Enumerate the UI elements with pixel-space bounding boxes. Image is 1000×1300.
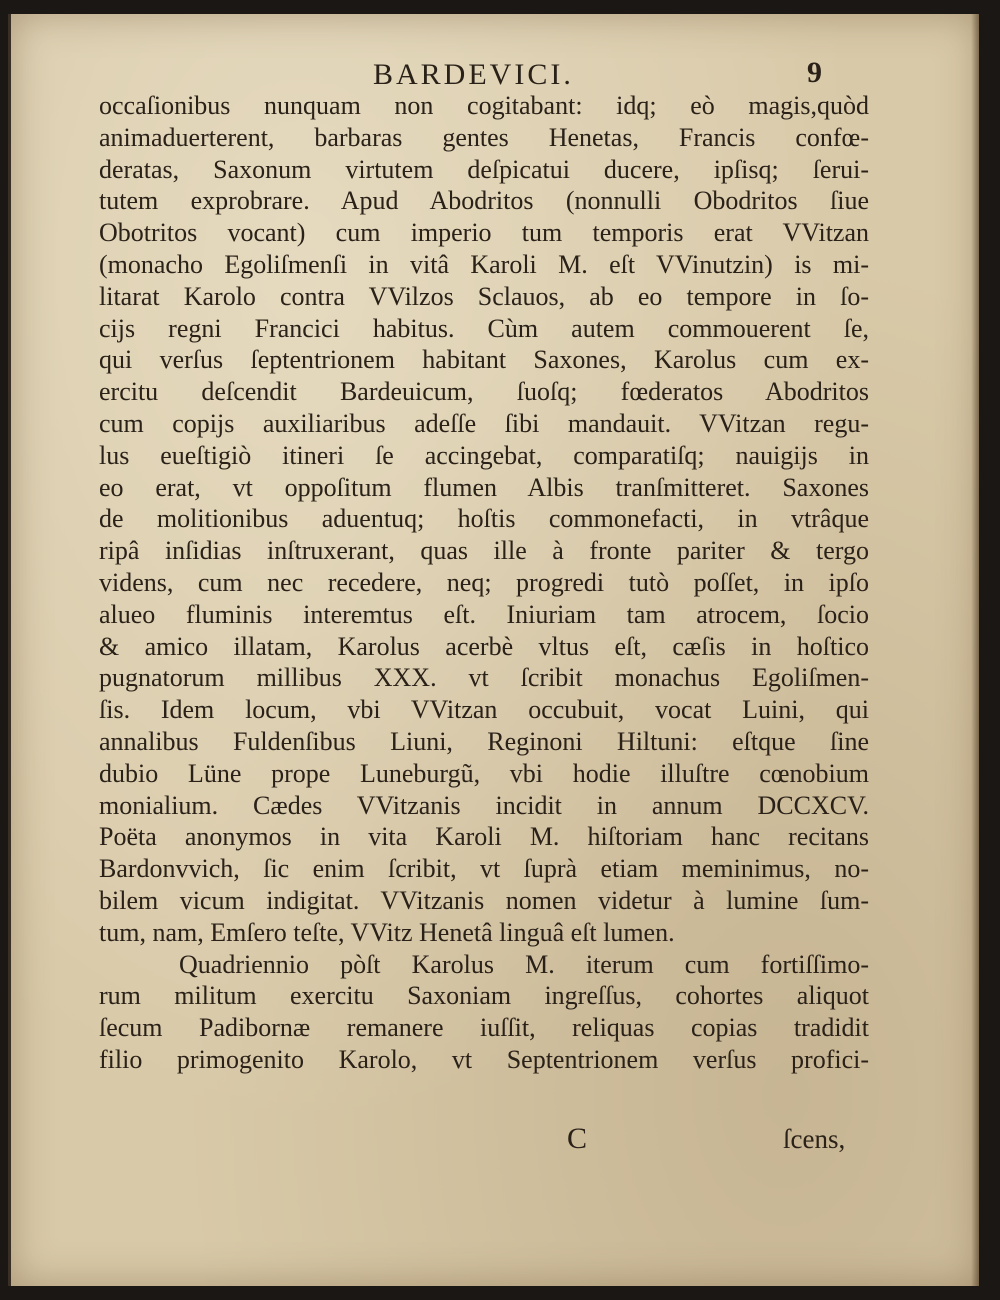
body-text	[99, 90, 869, 1076]
text-line: dubio Lüne prope Luneburgũ, vbi hodie illuſtre cœnobium	[99, 758, 869, 788]
text-line: cum copijs auxiliaribus adeſſe ſibi mandauit. VVitzan regu-	[99, 408, 869, 438]
book-page	[8, 14, 979, 1286]
running-head: BARDEVICI.	[373, 58, 574, 91]
text-line: (monacho Egoliſmenſi in vitâ Karoli M. eſt VVinutzin) is mi-	[99, 249, 869, 279]
signature-mark: C	[567, 1122, 588, 1155]
text-line: ſis. Idem locum, vbi VVitzan occubuit, vocat Luini, qui	[99, 695, 869, 725]
text-line: deratas, Saxonum virtutem deſpicatui ducere, ipſisq; ſerui-	[99, 154, 869, 184]
text-line: occaſionibus nunquam non cogitabant: idq; eò magis,quòd	[99, 91, 869, 120]
text-line: ſecum Padibornæ remanere iuſſit, reliquas copias tradidit	[99, 1013, 869, 1043]
text-line: litarat Karolo contra VVilzos Sclauos, ab eo tempore in ſo-	[99, 281, 869, 311]
text-line: rum militum exercitu Saxoniam ingreſſus, cohortes aliquot	[99, 981, 869, 1011]
text-line: filio primogenito Karolo, vt Septentrionem verſus profici-	[99, 1044, 869, 1074]
text-line: Obotritos vocant) cum imperio tum temporis erat VVitzan	[99, 218, 869, 248]
page-footer	[11, 1122, 979, 1162]
catchword: ſcens,	[783, 1124, 846, 1154]
text-line: cijs regni Francici habitus. Cùm autem commouerent ſe,	[99, 313, 869, 343]
text-line: ercitu deſcendit Bardeuicum, ſuoſq; fœderatos Abodritos	[99, 377, 869, 407]
text-line: annalibus Fuldenſibus Liuni, Reginoni Hiltuni: eſtque ſine	[99, 726, 869, 756]
text-line: Bardonvvich, ſic enim ſcribit, vt ſuprà etiam meminimus, no-	[99, 854, 869, 884]
text-line: pugnatorum millibus XXX. vt ſcribit monachus Egoliſmen-	[99, 663, 869, 693]
text-line: tum, nam, Emſero teſte, VVitz Henetâ linguâ eſt lumen.	[99, 917, 675, 947]
text-line: de molitionibus aduentuq; hoſtis commonefacti, in vtrâque	[99, 504, 869, 534]
text-line: & amico illatam, Karolus acerbè vltus eſt, cæſis in hoſtico	[99, 631, 869, 661]
text-line: lus eueſtigiò itineri ſe accingebat, comparatiſq; nauigijs in	[99, 440, 869, 470]
text-line: tutem exprobrare. Apud Abodritos (nonnulli Obodritos ſiue	[99, 186, 869, 216]
text-line: videns, cum nec recedere, neq; progredi tutò poſſet, in ipſo	[99, 567, 869, 597]
text-line: animaduerterent, barbaras gentes Henetas, Francis confœ-	[99, 122, 869, 152]
text-line: qui verſus ſeptentrionem habitant Saxones, Karolus cum ex-	[99, 345, 869, 375]
text-line: Poëta anonymos in vita Karoli M. hiſtoriam hanc recitans	[99, 822, 869, 852]
text-line: monialium. Cædes VVitzanis incidit in annum DCCXCV.	[99, 790, 869, 820]
text-line: eo erat, vt oppoſitum flumen Albis tranſmitteret. Saxones	[99, 472, 869, 502]
page-number: 9	[807, 56, 822, 89]
paragraph-first-line: Quadriennio pòſt Karolus M. iterum cum fortiſſimo-	[179, 949, 869, 979]
text-line: alueo fluminis interemtus eſt. Iniuriam tam atrocem, ſocio	[99, 599, 869, 629]
text-line: ripâ inſidias inſtruxerant, quas ille à fronte pariter & tergo	[99, 536, 869, 566]
text-line: bilem vicum indigitat. VVitzanis nomen videtur à lumine ſum-	[99, 885, 869, 915]
